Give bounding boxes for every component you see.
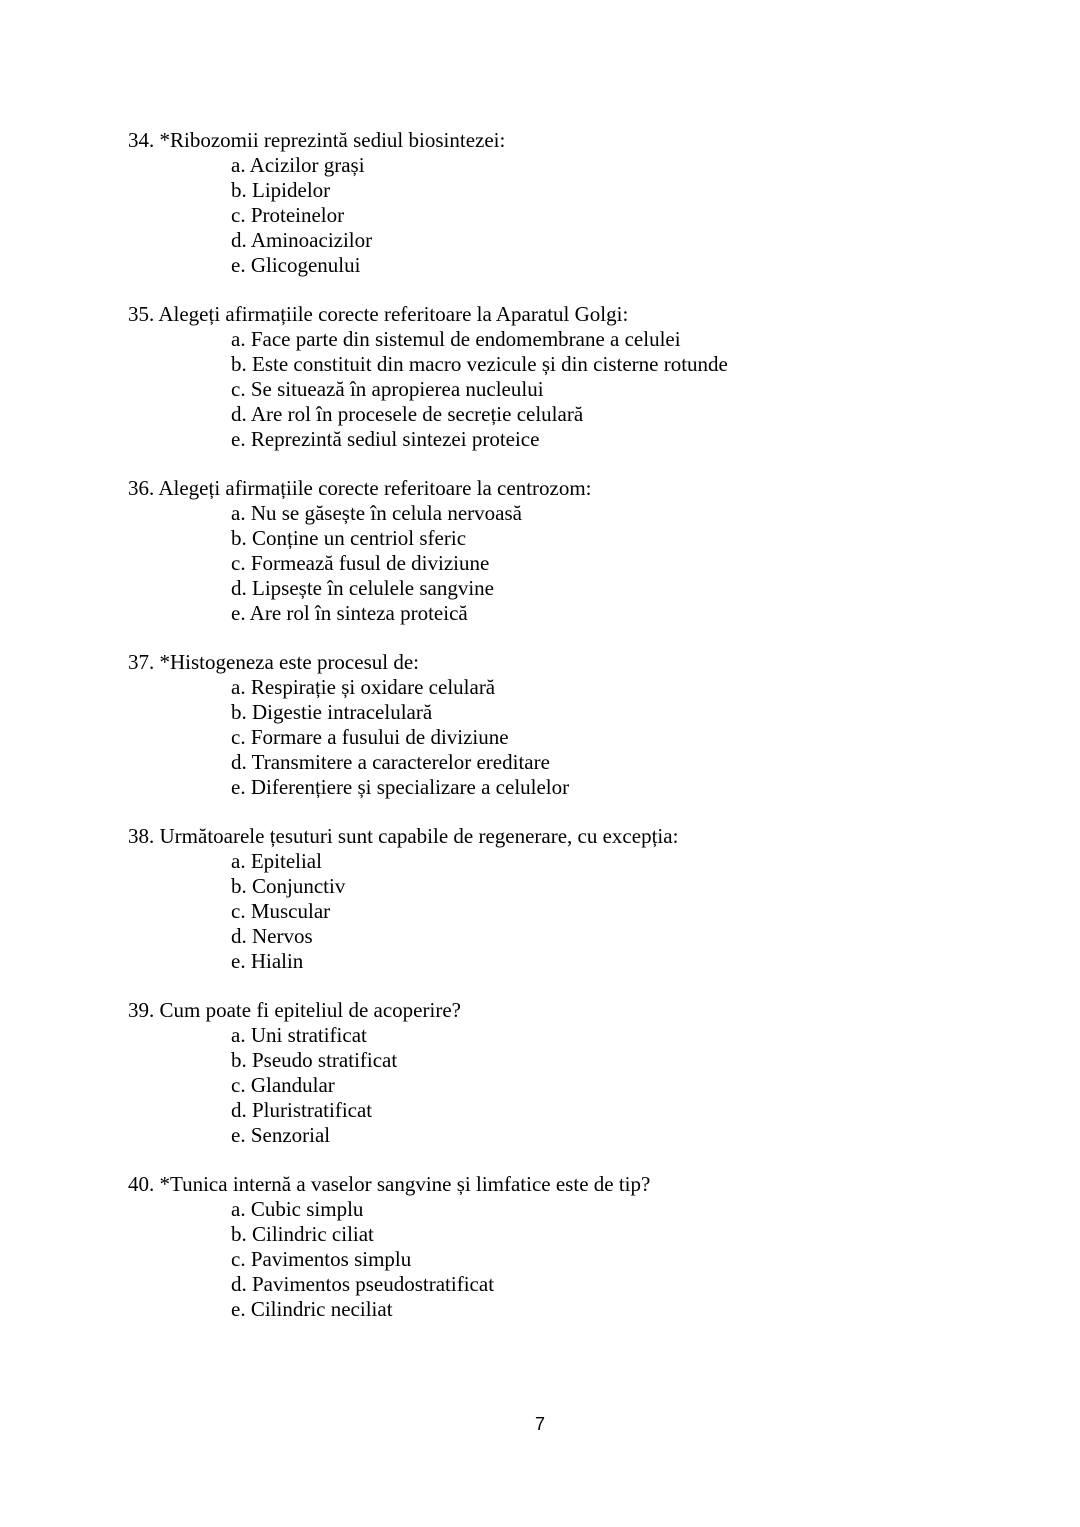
question-text: 34. *Ribozomii reprezintă sediul biosintezei: bbox=[128, 128, 506, 152]
answer-option-c: c. Glandular bbox=[231, 1073, 335, 1097]
answer-option-a: a. Cubic simplu bbox=[231, 1197, 364, 1221]
answer-option-e: e. Senzorial bbox=[231, 1123, 331, 1147]
question-text: 37. *Histogeneza este procesul de: bbox=[128, 650, 419, 674]
answer-option-e: e. Cilindric neciliat bbox=[231, 1297, 393, 1321]
page-number: 7 bbox=[534, 1414, 545, 1434]
answer-option-a: a. Face parte din sistemul de endomembrane a celulei bbox=[231, 327, 681, 351]
answer-option-d: d. Aminoacizilor bbox=[231, 228, 373, 252]
question-39 bbox=[128, 998, 1028, 1148]
answer-options bbox=[128, 327, 1028, 452]
answer-option-c: c. Formare a fusului de diviziune bbox=[231, 725, 509, 749]
answer-option-c: c. Se situează în apropierea nucleului bbox=[231, 377, 544, 401]
answer-option-b: b. Lipidelor bbox=[231, 178, 331, 202]
answer-option-b: b. Conține un centriol sferic bbox=[231, 526, 467, 550]
answer-options bbox=[128, 1197, 1028, 1322]
question-text: 39. Cum poate fi epiteliul de acoperire? bbox=[128, 998, 461, 1022]
answer-option-d: d. Lipsește în celulele sangvine bbox=[231, 576, 495, 600]
answer-option-e: e. Glicogenului bbox=[231, 253, 361, 277]
answer-option-a: a. Epitelial bbox=[231, 849, 322, 873]
question-text: 35. Alegeți afirmațiile corecte referitoare la Aparatul Golgi: bbox=[128, 302, 629, 326]
answer-option-e: e. Hialin bbox=[231, 949, 304, 973]
answer-option-c: c. Muscular bbox=[231, 899, 331, 923]
answer-options bbox=[128, 501, 1028, 626]
answer-option-a: a. Nu se găsește în celula nervoasă bbox=[231, 501, 522, 525]
question-list bbox=[128, 128, 1028, 1346]
question-37 bbox=[128, 650, 1028, 800]
answer-options bbox=[128, 153, 1028, 278]
answer-option-a: a. Uni stratificat bbox=[231, 1023, 367, 1047]
answer-options bbox=[128, 1023, 1028, 1148]
answer-options bbox=[128, 849, 1028, 974]
answer-option-c: c. Formează fusul de diviziune bbox=[231, 551, 490, 575]
answer-option-d: d. Pluristratificat bbox=[231, 1098, 373, 1122]
answer-option-d: d. Nervos bbox=[231, 924, 313, 948]
question-40 bbox=[128, 1172, 1028, 1322]
answer-option-a: a. Respirație și oxidare celulară bbox=[231, 675, 496, 699]
question-36 bbox=[128, 476, 1028, 626]
question-text: 38. Următoarele țesuturi sunt capabile de regenerare, cu excepția: bbox=[128, 824, 679, 848]
question-34 bbox=[128, 128, 1028, 278]
answer-option-c: c. Pavimentos simplu bbox=[231, 1247, 412, 1271]
question-38 bbox=[128, 824, 1028, 974]
answer-option-b: b. Este constituit din macro vezicule și din cisterne rotunde bbox=[231, 352, 728, 376]
answer-options bbox=[128, 675, 1028, 800]
answer-option-d: d. Transmitere a caracterelor ereditare bbox=[231, 750, 550, 774]
answer-option-b: b. Conjunctiv bbox=[231, 874, 346, 898]
answer-option-b: b. Pseudo stratificat bbox=[231, 1048, 398, 1072]
question-text: 36. Alegeți afirmațiile corecte referitoare la centrozom: bbox=[128, 476, 592, 500]
answer-option-e: e. Reprezintă sediul sintezei proteice bbox=[231, 427, 540, 451]
answer-option-e: e. Diferențiere și specializare a celulelor bbox=[231, 775, 570, 799]
answer-option-a: a. Acizilor grași bbox=[231, 153, 365, 177]
question-35 bbox=[128, 302, 1028, 452]
answer-option-d: d. Are rol în procesele de secreție celulară bbox=[231, 402, 584, 426]
answer-option-c: c. Proteinelor bbox=[231, 203, 345, 227]
question-text: 40. *Tunica internă a vaselor sangvine și limfatice este de tip? bbox=[128, 1172, 651, 1196]
answer-option-d: d. Pavimentos pseudostratificat bbox=[231, 1272, 495, 1296]
answer-option-b: b. Cilindric ciliat bbox=[231, 1222, 374, 1246]
answer-option-b: b. Digestie intracelulară bbox=[231, 700, 433, 724]
answer-option-e: e. Are rol în sinteza proteică bbox=[231, 601, 468, 625]
